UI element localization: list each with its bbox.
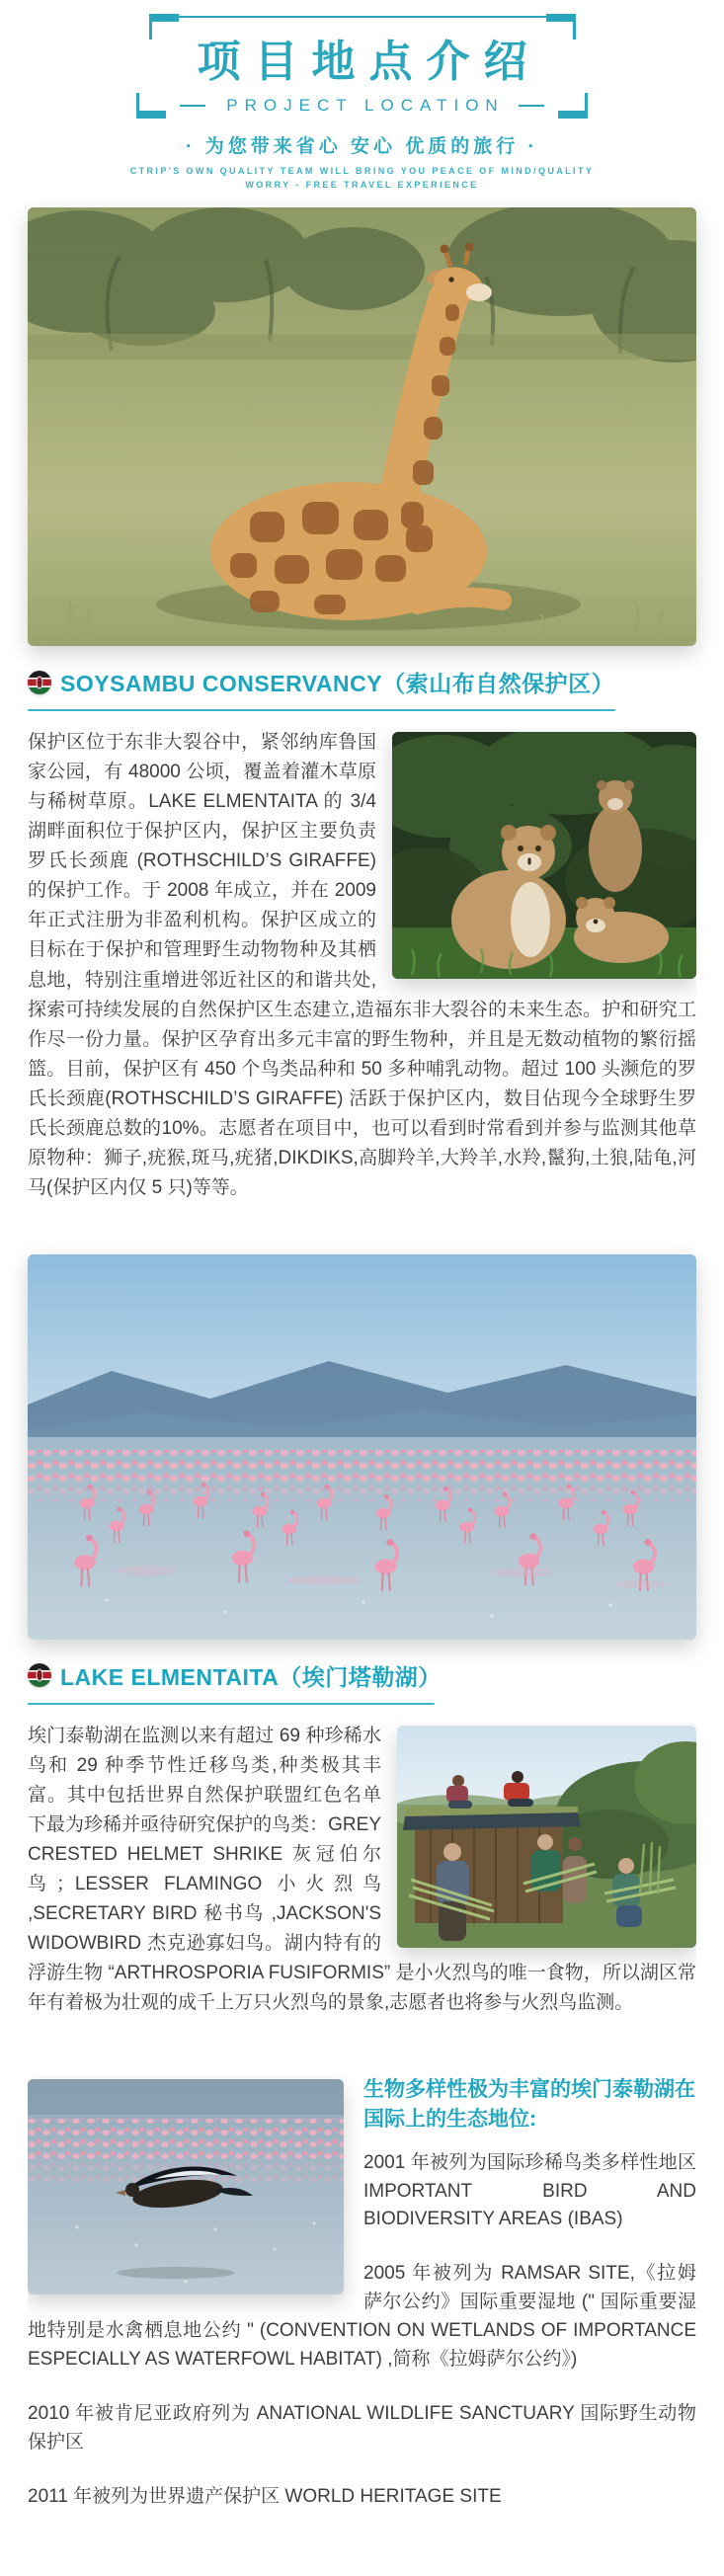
section-title: SOYSAMBU CONSERVANCY（索山布自然保护区） [60, 671, 615, 697]
section-body-text: 埃门泰勒湖在监测以来有超过 69 种珍稀水鸟和 29 种季节性迁移鸟类,种类极其丰富。其中包括世界自然保护联盟红色名单下最为珍稀并亟待研究保护的鸟类：GREY CRESTED HELMET SHRIKE 灰冠伯尔鸟；LESSER FLAMINGO 小火烈鸟 ,SECRETARY BIRD 秘书鸟 ,JACKSON'S WIDOWBIRD 杰克逊寡妇鸟。湖内特有的浮游生物 “ARTHROSPORIA FUSIFORMIS” 是小火烈鸟的唯一食物，所以湖区常年有着极为壮观的成千上万只火烈鸟的景象,志愿者也将参与火烈鸟监测。 [28, 1725, 696, 2013]
volunteers-photo [397, 1726, 696, 1948]
ecology-heading: 生物多样性极为丰富的埃门泰勒湖在国际上的生态地位: [363, 2077, 695, 2132]
flamingo-lake-photo [28, 1254, 696, 1640]
flying-goose-photo [28, 2079, 344, 2294]
section-heading-soysambu [28, 666, 696, 698]
ecology-item-2011: 2011 年被列为世界遗产保护区 WORLD HERITAGE SITE [28, 2485, 502, 2507]
giraffe-photo [28, 207, 696, 646]
ecology-item-2001: 2001 年被列为国际珍稀鸟类多样性地区 IMPORTANT BIRD AND BIODIVERSITY AREAS (IBAS) [363, 2151, 696, 2230]
frame-corner-icon [558, 95, 588, 121]
tagline-english-line2: WORRY - FREE TRAVEL EXPERIENCE [245, 179, 479, 190]
page-title: 项目地点介绍 [197, 38, 541, 86]
title-frame [149, 14, 576, 121]
ecology-item-2010: 2010 年被肯尼亚政府列为 ANATIONAL WILDLIFE SANCTUARY 国际野生动物保护区 [28, 2402, 696, 2453]
frame-corner-icon [136, 95, 166, 121]
kenya-flag-icon [28, 671, 51, 694]
kenya-flag-icon [28, 1663, 51, 1687]
flamingo-lake-illustration [28, 1254, 696, 1640]
heading-underline [28, 1703, 435, 1705]
frame-top-line [149, 14, 576, 38]
tagline: · 为您带来省心 安心 优质的旅行 · [186, 135, 538, 157]
ecology-section [28, 2075, 696, 2537]
giraffe-illustration [28, 207, 696, 646]
volunteers-illustration [397, 1726, 696, 1948]
section-body-elmentaita [28, 1722, 696, 2018]
page-subtitle: PROJECT LOCATION [226, 95, 505, 115]
section-body-text: 保护区位于东非大裂谷中，紧邻纳库鲁国家公园，有 48000 公顷，覆盖着灌木草原与稀树草原。LAKE ELMENTAITA 的 3/4 湖畔面积位于保护区内，保护区主要负责罗氏长颈鹿 (ROTHSCHILD’S GIRAFFE) 的保护工作。于 2008 年成立，并在 2009 年正式注册为非盈利机构。保护区成立的目标在于保护和管理野生动物物种及其栖息地，特别注重增进邻近社区的和谐共处,探索可持续发展的自然保护区生态建立,造福东非大裂谷的未来生态。护和研究工作尽一份力量。保护区孕育出多元丰富的野生物种，并且是无数动植物的繁衍摇篮。目前，保护区有 450 个鸟类品种和 50 多种哺乳动物。超过 100 头濒危的罗氏长颈鹿(ROTHSCHILD’S GIRAFFE) 活跃于保护区内，数目佔现今全球野生罗氏长颈鹿总数的10%。志愿者在项目中，也可以看到时常看到并参与监测其他草原物种：狮子,疣猴,斑马,疣猪,DIKDIKS,高脚羚羊,大羚羊,水羚,鬣狗,土狼,陆龟,河马(保护区内仅 5 只)等等。 [28, 732, 696, 1198]
ecology-item-2005: 2005 年被列为 RAMSAR SITE,《拉姆萨尔公约》国际重要湿地 (" 国际重要湿地特别是水禽栖息地公约 " (CONVENTION ON WETLANDS OF IMPORTANCE ESPECIALLY AS WATERFOWL HABITAT) ,简称《拉姆萨尔公约》) [28, 2263, 696, 2370]
tagline-english-line1: CTRIP'S OWN QUALITY TEAM WILL BRING YOU PEACE OF MIND/QUALITY [129, 165, 595, 176]
flying-goose-illustration [28, 2079, 344, 2294]
lions-photo [392, 732, 696, 979]
section-title: LAKE ELMENTAITA（埃门塔勒湖） [60, 1663, 442, 1690]
content [0, 666, 724, 2576]
frame-bottom-line [149, 94, 576, 121]
lions-illustration [392, 732, 696, 979]
tagline-english [0, 164, 724, 193]
section-heading-elmentaita [28, 1659, 696, 1692]
heading-underline [28, 709, 615, 711]
section-body-soysambu [28, 728, 696, 1202]
header [0, 0, 724, 192]
